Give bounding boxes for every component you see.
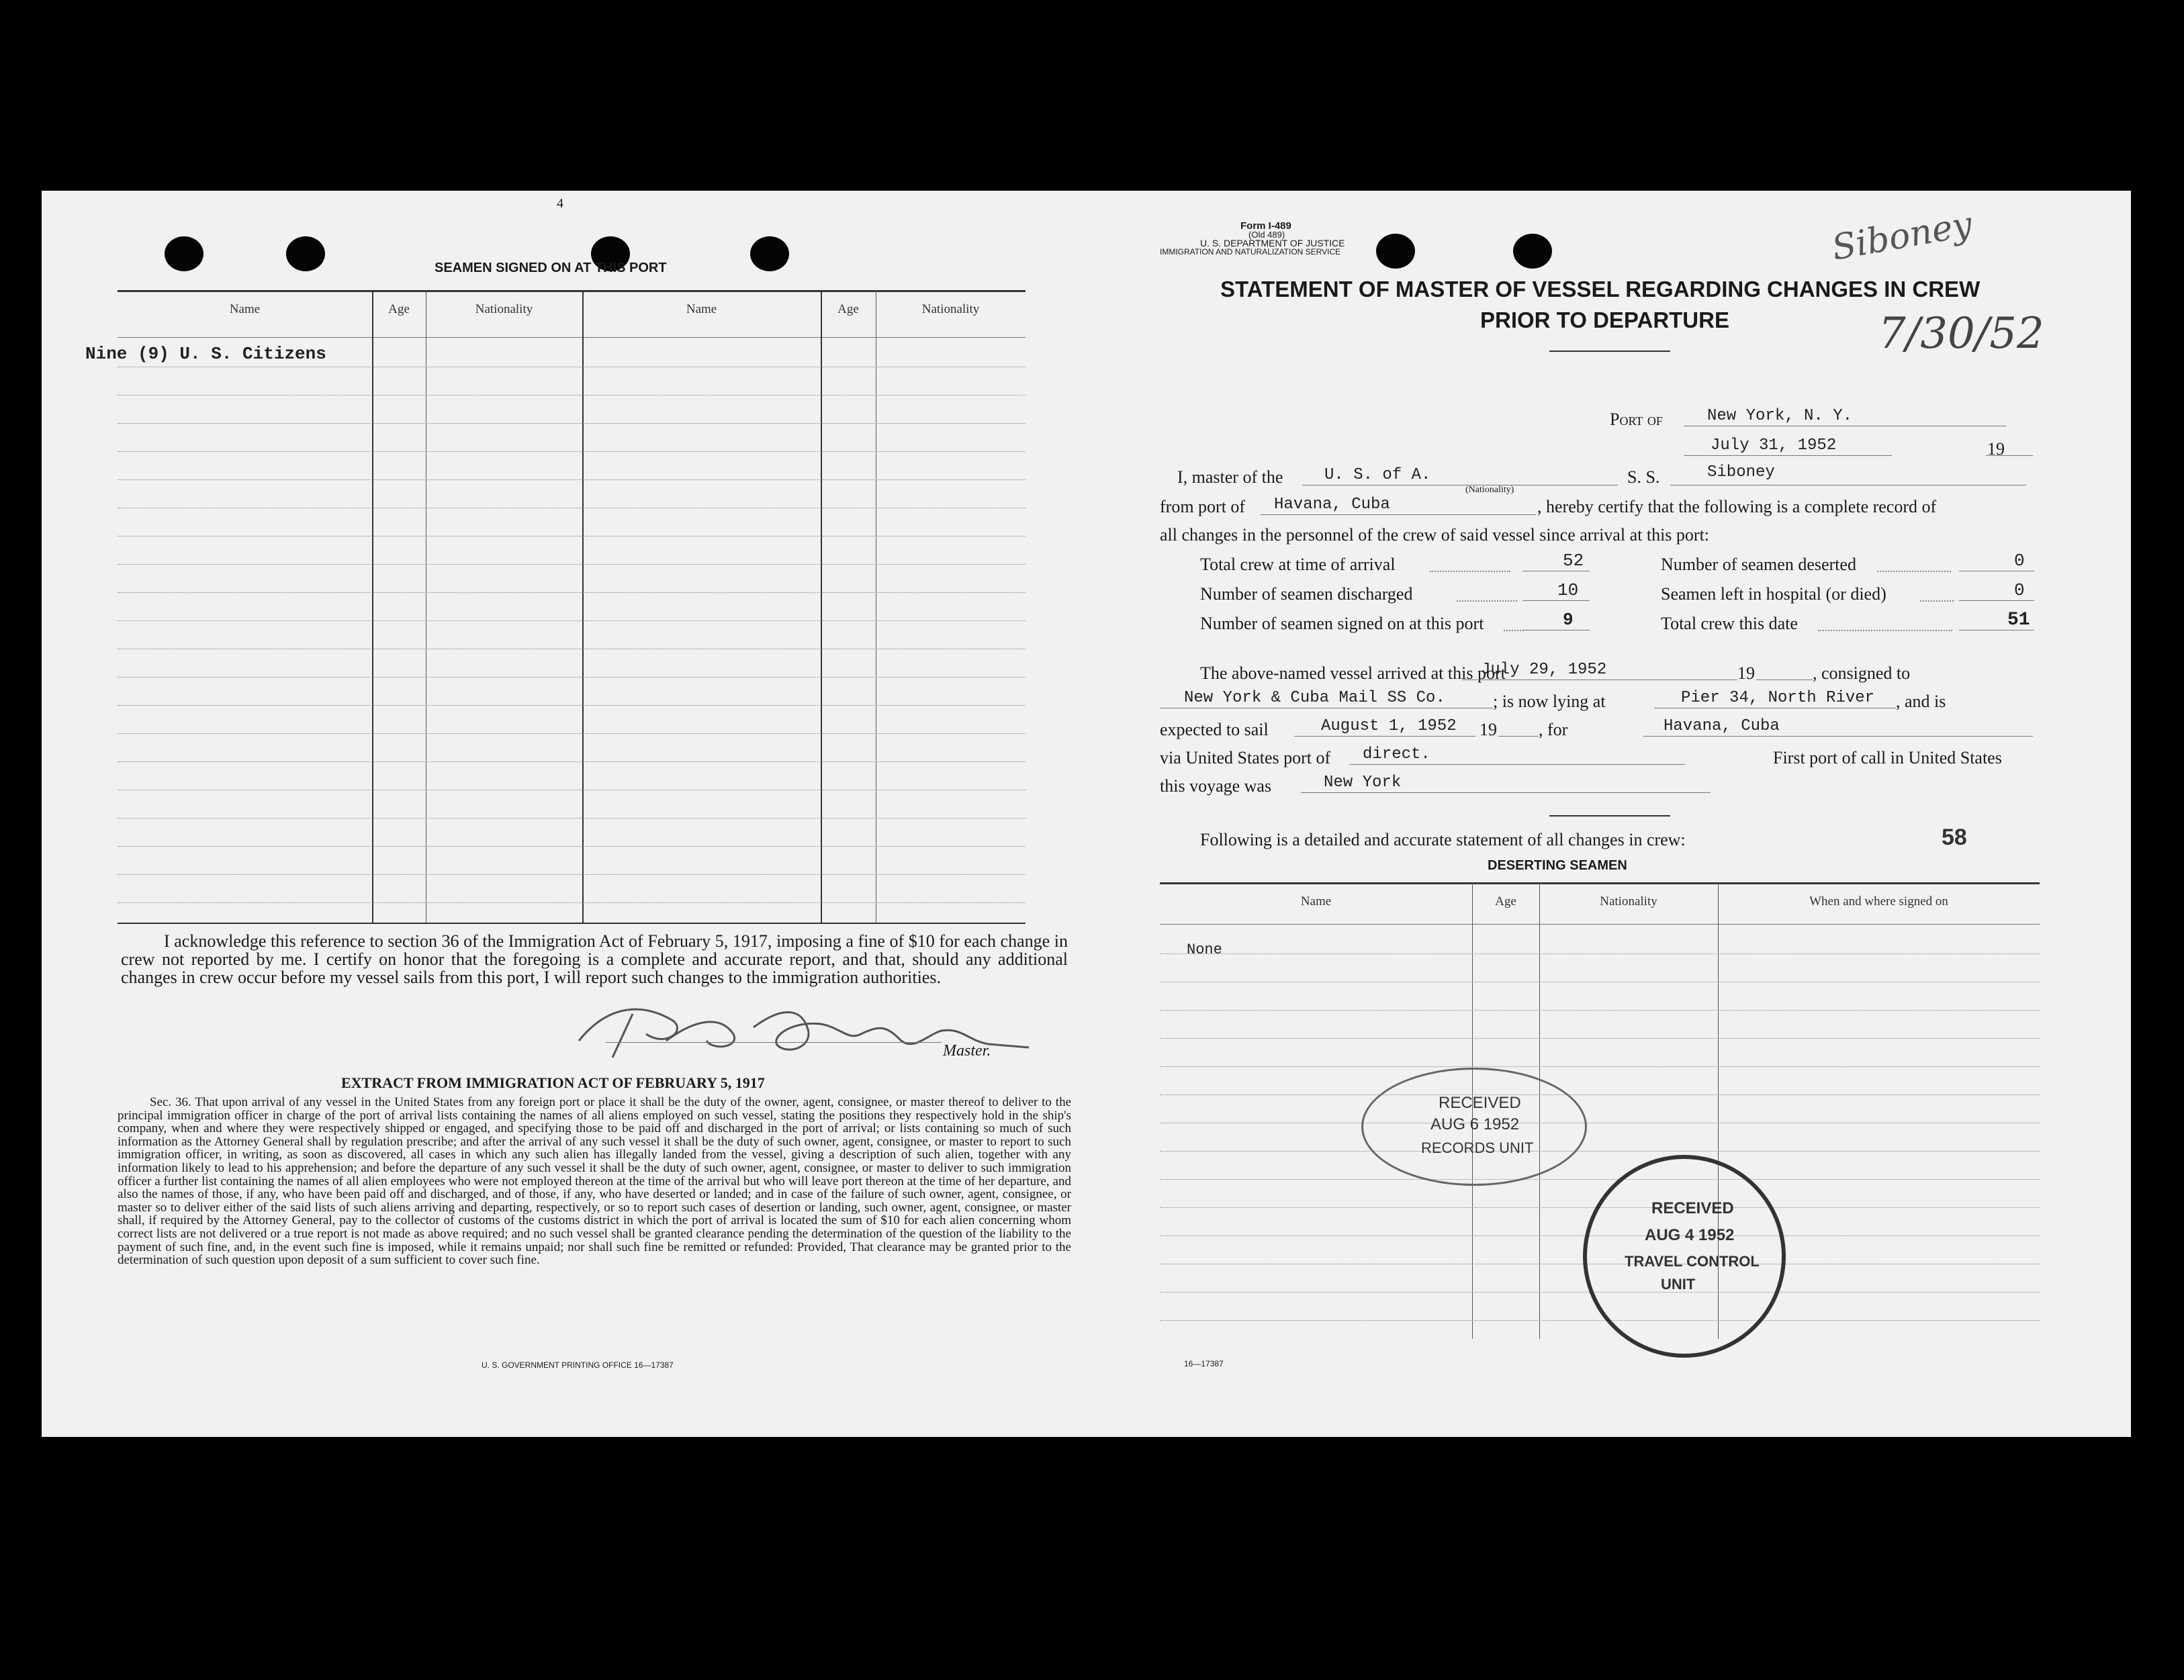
form-title-line2: PRIOR TO DEPARTURE bbox=[1480, 308, 1729, 332]
table-rule bbox=[1160, 1038, 2040, 1039]
acknowledgment-paragraph: I acknowledge this reference to section 36 of the Immigration Act of February 5, 1917, imposing a fine of $10 for each change in crew not reported by me. I certify on honor that the foregoing is a complete and accurate report, and that, should any additional changes in crew occur before my vessel sails from this port, I will report such changes to the immigration authorities. bbox=[121, 931, 1068, 987]
sail-value: August 1, 1952 bbox=[1321, 717, 1457, 735]
hospital-value: 0 bbox=[2014, 580, 2025, 600]
signed-on-label: Number of seamen signed on at this port bbox=[1200, 614, 1484, 633]
punch-hole bbox=[286, 236, 325, 271]
consignee-value: New York & Cuba Mail SS Co. bbox=[1184, 689, 1445, 707]
table-rule bbox=[118, 846, 1026, 847]
table-rule bbox=[118, 592, 1026, 593]
port-label: Port of bbox=[1610, 410, 1663, 429]
deserted-value: 0 bbox=[2014, 551, 2025, 571]
table-rule bbox=[118, 705, 1026, 706]
first-entry: Nine (9) U. S. Citizens bbox=[85, 344, 326, 364]
extract-text: Sec. 36. That upon arrival of any vessel in the United States from any foreign port or place it shall be the duty of the owner, agent, consignee, or master thereof to deliver to the principal immigration officer in charge of the port of arrival lists containing the names of all aliens employed on such vessel, stating the positions they respectively hold in the ship's company, when and where they were respectively shipped or engaged, and specifying those to be paid off and discharged in the port of arrival; or lists containing so much of such information as the Attorney General shall by regulation prescribe; and after the arrival of any such vessel it shall be the duty of such owner, agent, consignee, or master to report to such immigration officer, in writing, as soon as discovered, all cases in which any such alien has illegally landed from the vessel, giving a description of such alien, together with any information likely to lead to his apprehension; and before the departure of any such vessel it shall be the duty of such owner, agent, consignee, or master to deliver to such immigration officer a further list containing the names of all alien employees who were not employed thereon at the time of the arrival but who will leave port thereon at the time of her departure, and also the names of those, if any, who have been paid off and discharged, and of those, if any, who have deserted or landed; and in case of the failure of such owner, agent, consignee, or master so to deliver either of the said lists of such aliens arriving and departing, respectively, or so to report such cases of desertion or landing, such owner, agent, consignee, or master shall, if required by the Attorney General, pay to the collector of customs of the customs district in which the port of arrival is located the sum of $10 for each alien concerning whom correct lists are not delivered or a true report is not made as above required; and no such vessel shall be granted clearance pending the determination of the question of the liability to the payment of such fine, and, in the event such fine is imposed, while it remains unpaid; nor shall such fine be remitted or refunded: Provided, That clearance may be granted prior to the determination of such question upon deposit of a sum sufficient to cover such fine. bbox=[118, 1095, 1071, 1268]
stamp-text: RECEIVED bbox=[1439, 1094, 1521, 1112]
first-port-label: First port of call in United States bbox=[1773, 748, 2002, 767]
total-crew-arrival-value: 52 bbox=[1563, 551, 1584, 571]
this-voyage-value: New York bbox=[1324, 774, 1402, 792]
changes-number: 58 bbox=[1942, 825, 1967, 850]
stamp-text: AUG 4 1952 bbox=[1645, 1226, 1735, 1244]
deserting-title: DESERTING SEAMEN bbox=[1488, 858, 1627, 873]
column-header-age: Age bbox=[1495, 894, 1516, 908]
column-header-nationality: Nationality bbox=[475, 302, 533, 316]
via-value: direct. bbox=[1363, 745, 1430, 763]
table-rule bbox=[118, 902, 1026, 903]
department: U. S. DEPARTMENT OF JUSTICE bbox=[1200, 238, 1345, 248]
punch-hole bbox=[750, 236, 789, 271]
table-rule bbox=[118, 479, 1026, 480]
table-rule bbox=[1160, 1320, 2040, 1321]
table-rule bbox=[118, 620, 1026, 621]
table-rule bbox=[118, 874, 1026, 875]
service: IMMIGRATION AND NATURALIZATION SERVICE bbox=[1160, 247, 1341, 256]
extract-title: EXTRACT FROM IMMIGRATION ACT OF FEBRUARY 5, 1917 bbox=[341, 1074, 765, 1091]
table-rule bbox=[1160, 1010, 2040, 1011]
arrived-year-prefix: 19 bbox=[1737, 663, 1755, 683]
total-crew-arrival-label: Total crew at time of arrival bbox=[1200, 555, 1396, 574]
table-rule bbox=[118, 761, 1026, 762]
column-header-name: Name bbox=[686, 302, 717, 316]
table-rule bbox=[118, 733, 1026, 734]
changes-label: Following is a detailed and accurate statement of all changes in crew: bbox=[1200, 830, 1686, 849]
hospital-label: Seamen left in hospital (or died) bbox=[1661, 584, 1886, 604]
table-rule bbox=[1160, 1151, 2040, 1152]
column-header-nationality: Nationality bbox=[921, 302, 980, 316]
consigned-label: , consigned to bbox=[1813, 663, 1911, 683]
master-of-label: I, master of the bbox=[1177, 467, 1283, 487]
column-header-when-where: When and where signed on bbox=[1809, 894, 1948, 908]
table-rule bbox=[1160, 1094, 2040, 1095]
year-prefix: 19 bbox=[1987, 439, 2005, 459]
form-number: Form I-489 bbox=[1240, 220, 1291, 232]
records-unit-stamp bbox=[1361, 1068, 1587, 1186]
and-is-label: , and is bbox=[1896, 692, 1946, 711]
page-number: 4 bbox=[557, 196, 563, 211]
table-rule bbox=[118, 677, 1026, 678]
signed-on-value: 9 bbox=[1563, 610, 1574, 630]
column-header-age: Age bbox=[837, 302, 859, 316]
handwritten-vessel-name: Siboney bbox=[1829, 204, 1976, 269]
deserting-entry: None bbox=[1187, 941, 1222, 958]
column-header-name: Name bbox=[229, 302, 261, 316]
stamp-text: RECORDS UNIT bbox=[1421, 1139, 1534, 1156]
nationality-value: U. S. of A. bbox=[1324, 466, 1431, 484]
form-old-number: (Old 489) bbox=[1248, 230, 1285, 240]
master-label: Master. bbox=[943, 1042, 991, 1060]
table-rule bbox=[1160, 1179, 2040, 1180]
table-rule bbox=[118, 451, 1026, 452]
stamp-text: RECEIVED bbox=[1651, 1199, 1734, 1217]
table-rule bbox=[1160, 953, 2040, 954]
ss-value: Siboney bbox=[1707, 463, 1775, 481]
for-label: , for bbox=[1539, 720, 1568, 739]
column-header-nationality: Nationality bbox=[1600, 894, 1657, 908]
sail-label: expected to sail bbox=[1160, 720, 1269, 739]
right-page bbox=[1093, 191, 2131, 1437]
lying-label: ; is now lying at bbox=[1493, 692, 1606, 711]
total-today-label: Total crew this date bbox=[1661, 614, 1798, 633]
discharged-value: 10 bbox=[1557, 580, 1579, 600]
date-value: July 31, 1952 bbox=[1711, 436, 1837, 455]
deserted-label: Number of seamen deserted bbox=[1661, 555, 1856, 574]
punch-hole bbox=[1376, 234, 1415, 269]
printer-line: U. S. GOVERNMENT PRINTING OFFICE 16—17387 bbox=[482, 1360, 674, 1370]
for-value: Havana, Cuba bbox=[1664, 717, 1780, 735]
stamp-text: TRAVEL CONTROL bbox=[1625, 1253, 1760, 1270]
from-port-value: Havana, Cuba bbox=[1274, 496, 1390, 514]
table-rule bbox=[1160, 1066, 2040, 1067]
column-header-name: Name bbox=[1300, 894, 1332, 908]
column-header-age: Age bbox=[388, 302, 410, 316]
port-value: New York, N. Y. bbox=[1707, 407, 1853, 425]
table-rule bbox=[118, 423, 1026, 424]
travel-control-stamp bbox=[1583, 1155, 1786, 1358]
arrived-label: The above-named vessel arrived at this port bbox=[1200, 663, 1506, 683]
certify-text-continued: all changes in the personnel of the crew of said vessel since arrival at this port: bbox=[1160, 525, 1710, 545]
sail-year-prefix: 19 bbox=[1480, 720, 1497, 739]
stamp-text: AUG 6 1952 bbox=[1430, 1115, 1520, 1133]
table-rule bbox=[118, 564, 1026, 565]
lying-value: Pier 34, North River bbox=[1681, 689, 1875, 707]
via-label: via United States port of bbox=[1160, 748, 1331, 767]
stamp-text: UNIT bbox=[1661, 1276, 1696, 1293]
section-title: SEAMEN SIGNED ON AT THIS PORT bbox=[435, 261, 667, 275]
discharged-label: Number of seamen discharged bbox=[1200, 584, 1413, 604]
nationality-caption: (Nationality) bbox=[1465, 485, 1514, 495]
table-rule bbox=[118, 818, 1026, 819]
certify-text: , hereby certify that the following is a complete record of bbox=[1537, 497, 1937, 516]
ss-label: S. S. bbox=[1627, 467, 1660, 487]
this-voyage-label: this voyage was bbox=[1160, 776, 1272, 796]
total-today-value: 51 bbox=[2007, 610, 2030, 631]
handwritten-date: 7/30/52 bbox=[1878, 309, 2044, 359]
punch-hole bbox=[1513, 234, 1552, 269]
left-page bbox=[42, 191, 1093, 1437]
punch-hole bbox=[165, 236, 203, 271]
form-title-line1: STATEMENT OF MASTER OF VESSEL REGARDING CHANGES IN CREW bbox=[1220, 277, 1981, 301]
arrived-value: July 29, 1952 bbox=[1481, 661, 1607, 679]
form-footer: 16—17387 bbox=[1184, 1359, 1224, 1368]
from-port-label: from port of bbox=[1160, 497, 1246, 516]
